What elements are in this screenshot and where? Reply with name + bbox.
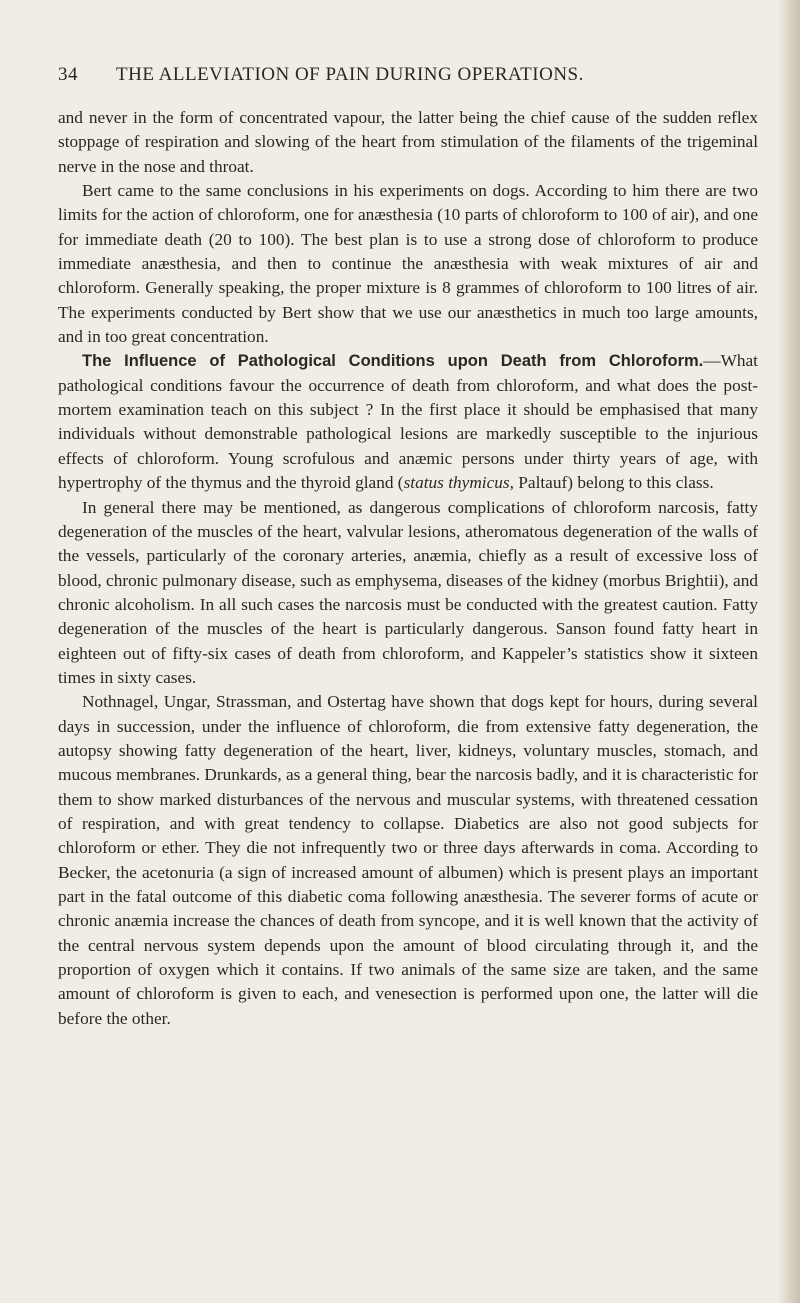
- paragraph-3: [58, 349, 758, 495]
- italic-term: status thymicus: [403, 473, 510, 493]
- heading-dash: —: [703, 351, 721, 371]
- paragraph-1: and never in the form of concentrated vapour, the latter being the chief cause of the sudden reflex stoppage of respiration and slowing of the heart from stimulation of the filaments of the trigeminal nerve in the nose and throat.: [58, 108, 758, 176]
- section-heading: The Influence of Pathological Conditions upon Death from Chloroform.: [82, 352, 704, 371]
- paragraph-2: Bert came to the same conclusions in his experiments on dogs. According to him there are two limits for the action of chloroform, one for anæsthesia (10 parts of chloroform to 100 of air), and one for immediate death (20 to 100). The best plan is to use a strong dose of chloroform to produce immediate anæsthesia, and then to continue the anæsthesia with weak mixtures of air and chloroform. Generally speaking, the proper mixture is 8 grammes of chloroform to 100 litres of air. The experiments conducted by Bert show that we use our anæsthetics in much too large amounts, and in too great concentration.: [58, 181, 758, 347]
- page-number: 34: [58, 64, 78, 85]
- paragraph-3-text-b: , Paltauf) belong to this class.: [509, 473, 714, 493]
- page-edge-shadow: [778, 0, 800, 1303]
- book-page: [58, 58, 758, 1031]
- running-head: [58, 58, 758, 94]
- body-text: [58, 106, 758, 1031]
- running-title: THE ALLEVIATION OF PAIN DURING OPERATIONS.: [116, 64, 584, 85]
- paragraph-5: Nothnagel, Ungar, Strassman, and Ostertag have shown that dogs kept for hours, during several days in succession, under the influence of chloroform, die from extensive fatty degeneration, the autopsy showing fatty degeneration of the heart, liver, kidneys, voluntary muscles, stomach, and mucous membranes. Drunkards, as a general thing, bear the narcosis badly, and it is characteristic for them to show marked disturbances of the nervous and muscular systems, with threatened cessation of respiration, and with great tendency to collapse. Diabetics are also not good subjects for chloroform or ether. They die not infrequently two or three days afterwards in coma. According to Becker, the acetonuria (a sign of increased amount of albumen) which is present plays an important part in the fatal outcome of this diabetic coma following anæsthesia. The severer forms of acute or chronic anæmia increase the chances of death from syncope, and it is well known that the activity of the central nervous system depends upon the amount of blood circulating through it, and the proportion of oxygen which it contains. If two animals of the same size are taken, and the same amount of chloroform is given to each, and venesection is performed upon one, the latter will die before the other.: [58, 692, 758, 1028]
- paragraph-4: In general there may be mentioned, as dangerous complications of chloroform narcosis, fatty degeneration of the muscles of the heart, valvular lesions, atheromatous degeneration of the walls of the vessels, particularly of the coronary arteries, anæmia, chiefly as a result of excessive loss of blood, chronic pulmonary disease, such as emphysema, diseases of the kidney (morbus Brightii), and chronic alcoholism. In all such cases the narcosis must be conducted with the greatest caution. Fatty degeneration of the muscles of the heart is particularly dangerous. Sanson found fatty heart in eighteen out of fifty-six cases of death from chloroform, and Kappeler’s statistics show it sixteen times in sixty cases.: [58, 497, 758, 687]
- paragraph-3-text-a: What pathological conditions favour the occurrence of death from chloroform, and what does the post-mortem examination teach on this subject ? In the first place it should be emphasised that many individuals without demonstrable pathological lesions are markedly susceptible to the injurious effects of chloroform. Young scrofulous and anæmic persons under thirty years of age, with hypertrophy of the thymus and the thyroid gland (: [58, 351, 758, 493]
